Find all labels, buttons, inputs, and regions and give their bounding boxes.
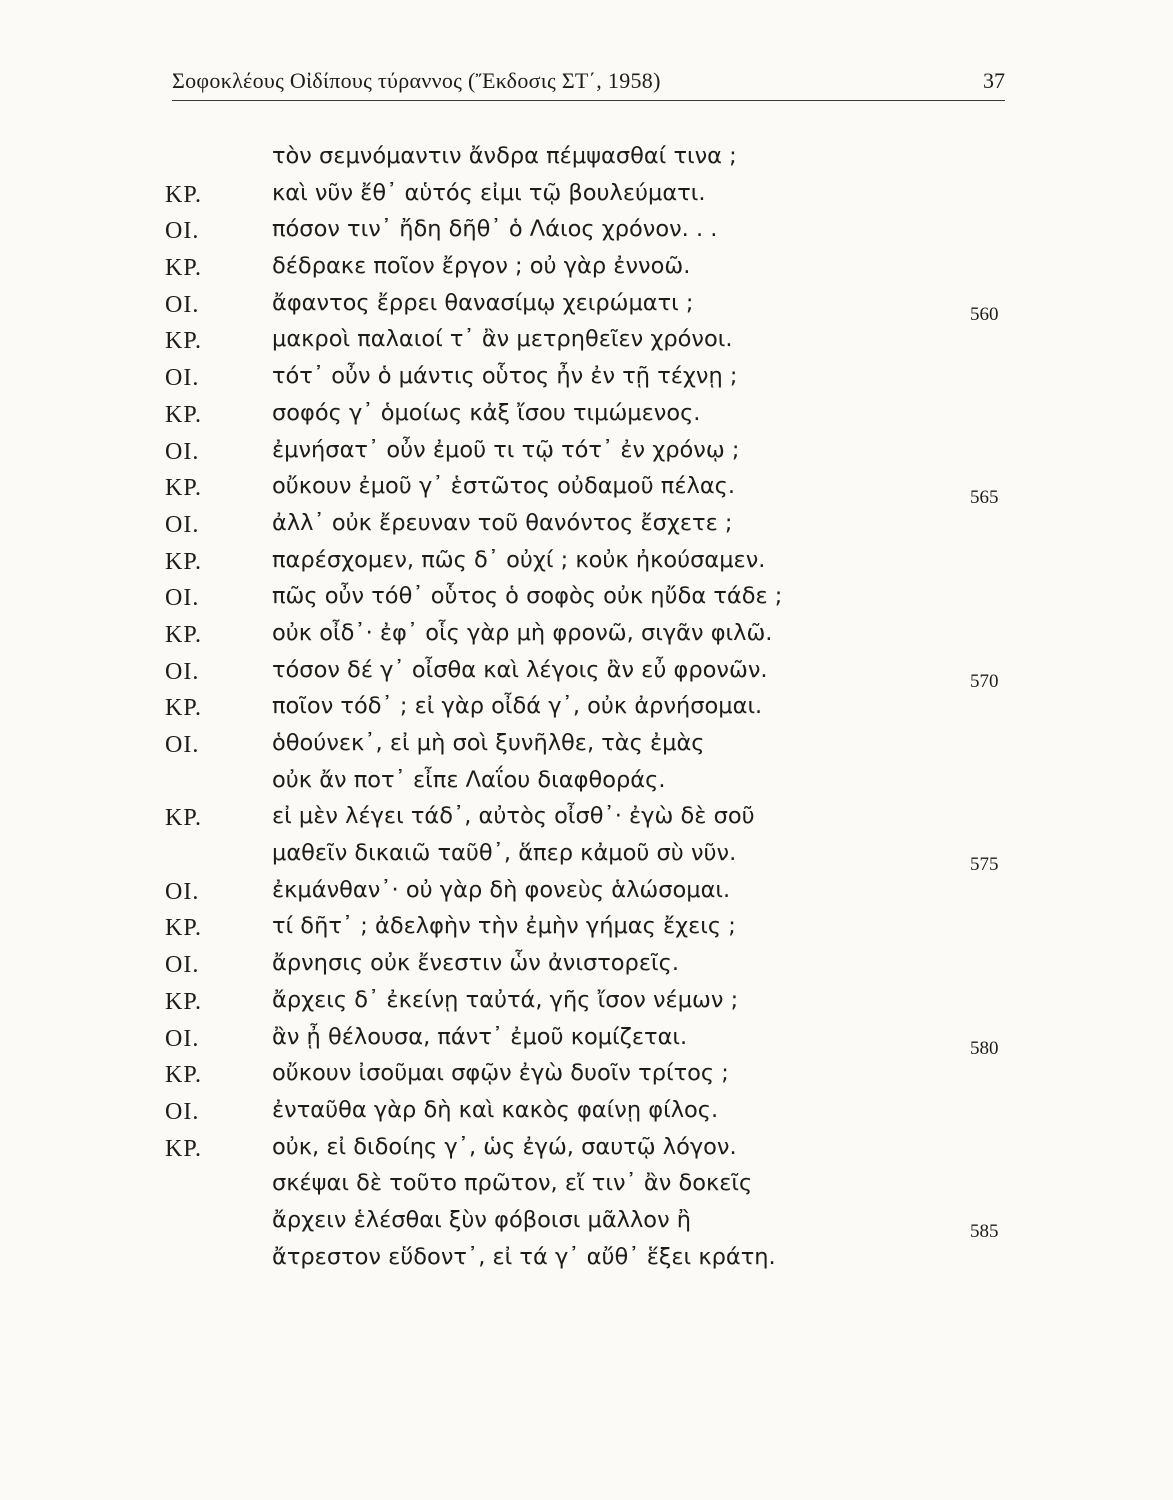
speaker-label: ΚΡ. [165,915,203,942]
verse-text-line: τὸν σεμνόμαντιν ἄνδρα πέμψασθαί τινα ; [272,143,737,169]
speaker-label: ΚΡ. [165,401,203,428]
verse-line [0,583,1173,620]
speaker-label: ΚΡ. [165,1062,203,1089]
verse-text-line: μαθεῖν δικαιῶ ταῦθ᾿, ἅπερ κἀμοῦ σὺ νῦν. [272,840,737,867]
verse-text-line: ἄτρεστον εὕδοντ᾿, εἰ τά γ᾿ αὔθ᾿ ἕξει κράτη. [272,1243,776,1270]
verse-line [0,657,1173,694]
speaker-label: ΟΙ. [165,658,200,685]
verse-text-line: πόσον τιν᾿ ἤδη δῆθ᾿ ὁ Λάιος χρόνον. . . [272,216,718,243]
verse-text-line: πῶς οὖν τόθ᾿ οὗτος ὁ σοφὸς οὐκ ηὔδα τάδε ; [272,583,783,610]
verse-text-line: δέδρακε ποῖον ἔργον ; οὐ γὰρ ἐννοῶ. [272,253,691,280]
speaker-label: ΟΙ. [165,438,200,465]
speaker-label: ΟΙ. [165,218,200,245]
verse-text-line: οὐκ, εἰ διδοίης γ᾿, ὡς ἐγώ, σαυτῷ λόγον. [272,1133,737,1160]
verse-text-line: ἄφαντος ἔρρει θανασίμῳ χειρώματι ; [272,289,694,316]
verse-line [0,1170,1173,1207]
speaker-label: ΚΡ. [165,805,203,832]
verse-line [0,840,1173,877]
line-number: 570 [970,670,999,692]
verse-line [0,1024,1173,1061]
running-header [172,66,1005,101]
verse-line [0,400,1173,437]
speaker-label: ΚΡ. [165,328,203,355]
line-number: 560 [970,303,999,325]
speaker-label: ΚΡ. [165,988,203,1015]
verse-text-line: ἄρνησις οὐκ ἔνεστιν ὧν ἀνιστορεῖς. [272,950,679,977]
verse-text-line: σκέψαι δὲ τοῦτο πρῶτον, εἴ τιν᾿ ἂν δοκεῖς [272,1170,753,1197]
line-number: 585 [970,1220,999,1242]
verse-line [0,180,1173,217]
speaker-label: ΟΙ. [165,291,200,318]
verse-text-line: ἐμνήσατ᾿ οὖν ἐμοῦ τι τῷ τότ᾿ ἐν χρόνῳ ; [272,436,740,463]
verse-text-line: εἰ μὲν λέγει τάδ᾿, αὐτὸς οἶσθ᾿· ἐγὼ δὲ σοῦ [272,803,755,830]
verse-line [0,620,1173,657]
speaker-label: ΟΙ. [165,732,200,758]
verse-line [0,913,1173,950]
verse-line [0,1097,1173,1134]
verse-line [0,143,1173,180]
verse-line [0,437,1173,474]
verse-text-line: ἄρχειν ἑλέσθαι ξὺν φόβοισι μᾶλλον ἢ [272,1206,692,1233]
verse-text-line: ὁθούνεκ᾿, εἰ μὴ σοὶ ξυνῆλθε, τὰς ἐμὰς [272,730,705,756]
verse-line [0,510,1173,547]
verse-line [0,987,1173,1024]
page-number: 37 [983,68,1005,93]
verse-line [0,326,1173,363]
verse-text-line: ἄρχεις δ᾿ ἐκείνῃ ταὐτά, γῆς ἴσον νέμων ; [272,986,739,1013]
verse-text-line: τόσον δέ γ᾿ οἶσθα καὶ λέγοις ἂν εὖ φρονῶν. [272,656,768,683]
speaker-label: ΟΙ. [165,1098,200,1125]
verse-text-line: ἐκμάνθαν᾿· οὐ γὰρ δὴ φονεὺς ἁλώσομαι. [272,876,731,903]
verse-text-line: ἂν ᾖ θέλουσα, πάντ᾿ ἐμοῦ κομίζεται. [272,1023,688,1050]
verse-text-line: μακροὶ παλαιοί τ᾿ ἂν μετρηθεῖεν χρόνοι. [272,326,733,353]
verse-text-line: σοφός γ᾿ ὁμοίως κἀξ ἴσου τιμώμενος. [272,399,701,426]
speaker-label: ΚΡ. [165,181,203,208]
verse-line [0,803,1173,840]
verse-text-line: τότ᾿ οὖν ὁ μάντις οὗτος ἦν ἐν τῇ τέχνῃ ; [272,363,738,390]
speaker-label: ΚΡ. [165,548,203,575]
verse-line [0,1060,1173,1097]
verse-line [0,1134,1173,1171]
speaker-label: ΟΙ. [165,1025,200,1052]
running-title: Σοφοκλέους Οἰδίπους τύραννος (Ἔκδοσις ΣΤ΄, 1958) [172,68,661,93]
verse-line [0,1207,1173,1244]
speaker-label: ΚΡ. [165,1135,203,1162]
verse-line [0,547,1173,584]
verse-text-line: οὔκουν ἐμοῦ γ᾿ ἑστῶτος οὐδαμοῦ πέλας. [272,473,736,500]
verse-text-line: καὶ νῦν ἔθ᾿ αὑτός εἰμι τῷ βουλεύματι. [272,179,706,206]
speaker-label: ΚΡ. [165,255,203,282]
speaker-label: ΟΙ. [165,511,200,538]
speaker-label: ΚΡ. [165,695,203,722]
verse-text-line: οὔκουν ἰσοῦμαι σφῷν ἐγὼ δυοῖν τρίτος ; [272,1060,729,1087]
verse-text-line: παρέσχομεν, πῶς δ᾿ οὐχί ; κοὐκ ἠκούσαμεν. [272,546,766,573]
verse-text-line: τί δῆτ᾿ ; ἀδελφὴν τὴν ἐμὴν γήμας ἔχεις ; [272,913,736,940]
line-number: 565 [970,487,999,509]
verse-line [0,877,1173,914]
speaker-label: ΟΙ. [165,878,200,905]
verse-text-line: οὐκ οἶδ᾿· ἐφ᾿ οἷς γὰρ μὴ φρονῶ, σιγᾶν φιλῶ. [272,619,773,646]
verse-line [0,767,1173,804]
verse-text-line: οὐκ ἄν ποτ᾿ εἶπε Λαΐου διαφθοράς. [272,766,666,793]
verse-line [0,950,1173,987]
verse-line [0,1244,1173,1281]
verse-text-line: ἀλλ᾿ οὐκ ἔρευναν τοῦ θανόντος ἔσχετε ; [272,509,733,536]
verse-line [0,253,1173,290]
verse-line [0,216,1173,253]
speaker-label: ΟΙ. [165,365,200,392]
speaker-label: ΟΙ. [165,952,200,979]
verse-line [0,363,1173,400]
speaker-label: ΟΙ. [165,585,200,612]
line-number: 575 [970,854,999,876]
verse-text-line: ἐνταῦθα γὰρ δὴ καὶ κακὸς φαίνῃ φίλος. [272,1096,719,1123]
verse-line [0,290,1173,327]
speaker-label: ΚΡ. [165,621,203,648]
verse-line [0,730,1173,767]
speaker-label: ΚΡ. [165,475,203,502]
verse-text [0,143,1173,1280]
line-number: 580 [970,1037,999,1059]
verse-line [0,473,1173,510]
verse-text-line: ποῖον τόδ᾿ ; εἰ γὰρ οἶδά γ᾿, οὐκ ἀρνήσομαι. [272,693,763,720]
verse-line [0,693,1173,730]
